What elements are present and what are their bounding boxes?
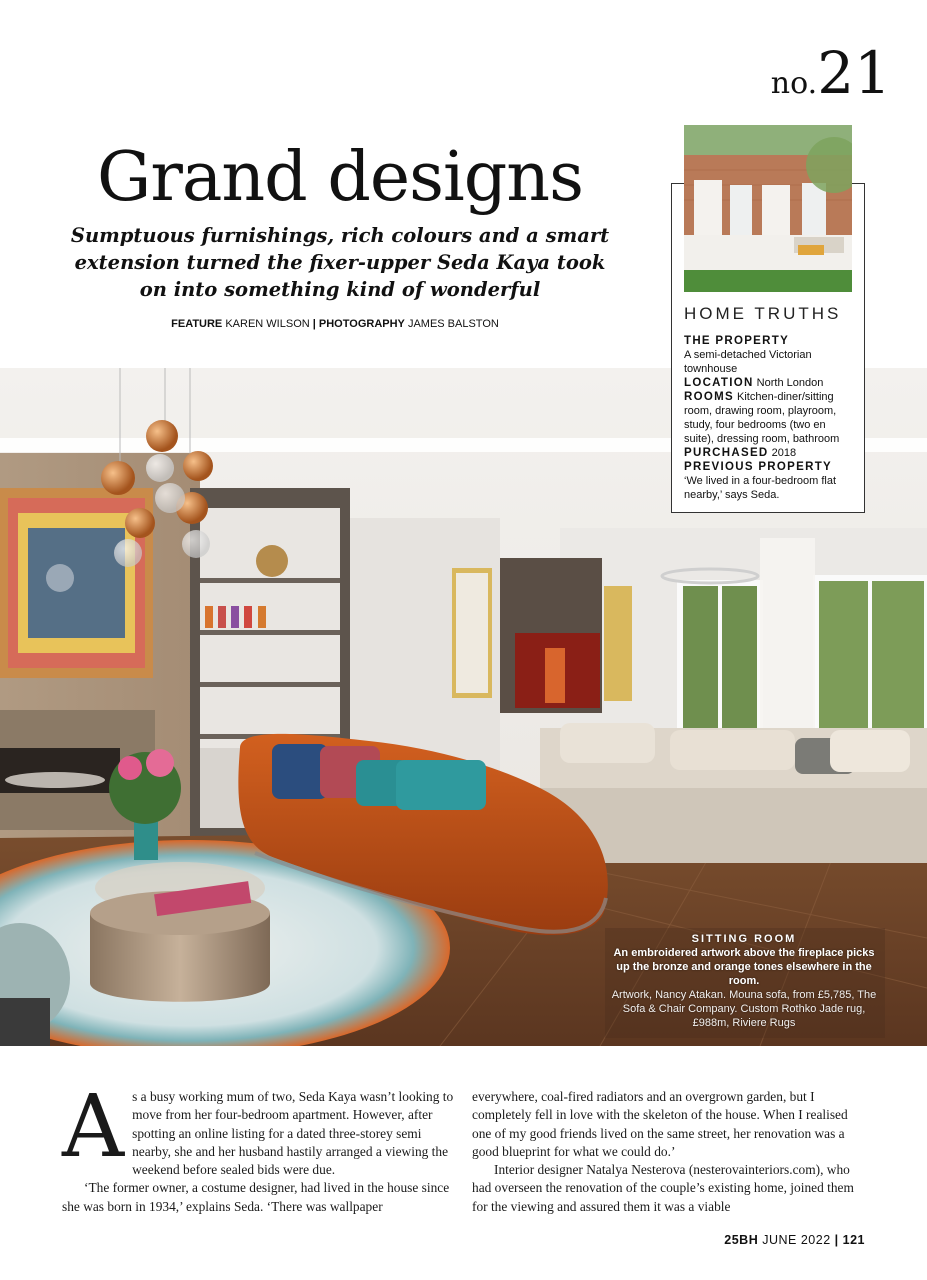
feature-label: FEATURE: [171, 318, 223, 330]
fact-property: [684, 334, 858, 376]
article-credits: [100, 318, 570, 330]
exterior-thumbnail-photo: [684, 125, 852, 292]
photography-label: PHOTOGRAPHY: [318, 318, 405, 330]
footer-separator: |: [834, 1233, 839, 1247]
credits-separator: |: [312, 318, 316, 330]
body-paragraph: Interior designer Natalya Nesterova (nesterovainteriors.com), who had overseen the renovation of the couple’s existing home, joined them for the viewing and assured them it was a viable: [472, 1162, 854, 1214]
photography-name: JAMES BALSTON: [407, 318, 499, 330]
body-column-2: [472, 1088, 868, 1216]
fact-text: North London: [756, 377, 824, 389]
caption-title: SITTING ROOM: [691, 933, 797, 945]
fact-rooms: [684, 390, 858, 446]
fact-text: Kitchen-diner/sitting room, drawing room, playroom, study, four bedrooms (two en suite), dressing room, bathroom: [684, 391, 840, 445]
body-paragraph: s a busy working mum of two, Seda Kaya wasn’t looking to move from her four-bedroom apartment. However, after spotting an online listing for a dated three-storey semi nearby, she and her husband hastily arranged a viewing the weekend before sealed bids were due.: [132, 1089, 454, 1178]
article-standfirst: Sumptuous furnishings, rich colours and a smart extension turned the fixer-upper Seda Kaya took on into something kind of wonderful: [70, 224, 610, 301]
drop-cap: A: [62, 1077, 125, 1177]
caption-description: An embroidered artwork above the fireplace picks up the bronze and orange tones elsewhere in the room.: [613, 947, 875, 987]
caption-credits: Artwork, Nancy Atakan. Mouna sofa, from £5,785, The Sofa & Chair Company. Custom Rothko Jade rug, £988m, Riviere Rugs: [611, 989, 877, 1029]
body-paragraph: ‘The former owner, a costume designer, had lived in the house since she was born in 1934,’ explains Seda. ‘There was wallpaper: [62, 1180, 450, 1214]
fact-label: PREVIOUS PROPERTY: [684, 461, 832, 473]
fact-purchased: [684, 446, 858, 460]
body-paragraph: everywhere, coal-fired radiators and an overgrown garden, but I completely fell in love with the skeleton of the house. When I realised one of my good friends lived on the same street, her renovation was a good blueprint for what we could do.’: [472, 1089, 848, 1159]
fact-text: 2018: [771, 447, 797, 459]
home-truths-heading: HOME TRUTHS: [684, 304, 842, 323]
fact-label: THE PROPERTY: [684, 335, 790, 347]
fact-label: PURCHASED: [684, 447, 769, 459]
feature-name: KAREN WILSON: [225, 318, 310, 330]
fact-label: LOCATION: [684, 377, 754, 389]
photo-caption: [610, 932, 878, 1030]
fact-previous-property: [684, 460, 858, 502]
home-truths-details: [684, 334, 858, 502]
issue-number: [770, 39, 891, 107]
issue-value: 21: [817, 39, 891, 107]
page-footer: [724, 1233, 865, 1247]
issue-prefix: no.: [770, 66, 818, 101]
article-title: Grand designs: [97, 138, 583, 217]
fact-label: ROOMS: [684, 391, 734, 403]
fact-text: A semi-detached Victorian townhouse: [684, 349, 812, 375]
body-column-1: [62, 1077, 462, 1216]
page-number: 121: [842, 1233, 865, 1247]
footer-date: JUNE 2022: [762, 1233, 831, 1247]
fact-location: [684, 376, 858, 390]
fact-text: ‘We lived in a four-bedroom flat nearby,’ says Seda.: [684, 475, 837, 501]
footer-brand: 25BH: [724, 1233, 759, 1247]
